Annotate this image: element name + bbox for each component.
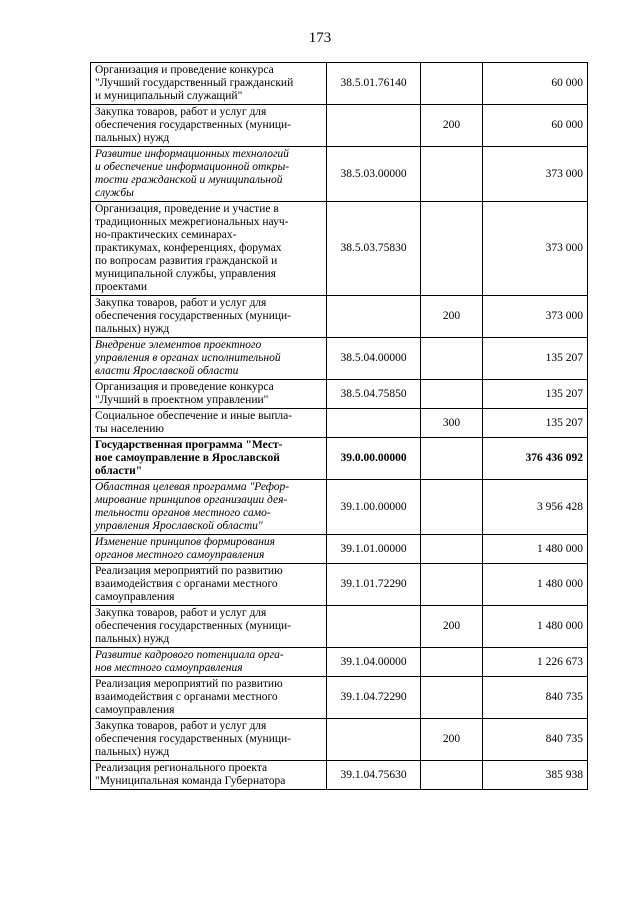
row-amount: 60 000	[483, 105, 588, 147]
row-name-cell	[91, 380, 327, 409]
table-row	[91, 564, 588, 606]
row-code	[327, 409, 421, 438]
table-row	[91, 409, 588, 438]
row-name-cell	[91, 438, 327, 480]
row-expense-type	[421, 380, 483, 409]
row-code: 39.1.04.75630	[327, 761, 421, 790]
row-expense-type	[421, 63, 483, 105]
row-name-cell	[91, 480, 327, 535]
row-code	[327, 719, 421, 761]
table-row	[91, 648, 588, 677]
row-name: Государственная программа "Мест- ное самоуправление в Ярославской области"	[95, 439, 283, 477]
row-name-cell	[91, 606, 327, 648]
row-name: Закупка товаров, работ и услуг для обеспечения государственных (муници- пальных) нужд	[95, 720, 291, 758]
row-name: Закупка товаров, работ и услуг для обеспечения государственных (муници- пальных) нужд	[95, 607, 291, 645]
row-code: 39.1.04.72290	[327, 677, 421, 719]
row-amount: 373 000	[483, 296, 588, 338]
row-expense-type	[421, 338, 483, 380]
row-amount: 1 480 000	[483, 535, 588, 564]
table-row	[91, 677, 588, 719]
row-name: Развитие информационных технологий и обеспечение информационной откры- тости гражданской и муниципальной службы	[95, 148, 290, 199]
row-amount: 1 480 000	[483, 564, 588, 606]
row-name-cell	[91, 648, 327, 677]
row-amount: 3 956 428	[483, 480, 588, 535]
row-code	[327, 296, 421, 338]
row-expense-type	[421, 202, 483, 296]
row-name-cell	[91, 761, 327, 790]
table-row	[91, 202, 588, 296]
row-expense-type: 300	[421, 409, 483, 438]
row-code: 39.1.00.00000	[327, 480, 421, 535]
row-amount: 135 207	[483, 380, 588, 409]
row-name-cell	[91, 296, 327, 338]
row-amount: 373 000	[483, 147, 588, 202]
row-code: 38.5.03.75830	[327, 202, 421, 296]
table-row	[91, 147, 588, 202]
table-row	[91, 296, 588, 338]
row-amount: 840 735	[483, 719, 588, 761]
row-name: Закупка товаров, работ и услуг для обеспечения государственных (муници- пальных) нужд	[95, 106, 291, 144]
row-code	[327, 105, 421, 147]
table-row	[91, 761, 588, 790]
table-row	[91, 480, 588, 535]
row-name-cell	[91, 409, 327, 438]
row-name: Социальное обеспечение и иные выпла- ты населению	[95, 410, 293, 435]
row-code: 38.5.01.76140	[327, 63, 421, 105]
table-row	[91, 606, 588, 648]
row-expense-type: 200	[421, 606, 483, 648]
row-expense-type: 200	[421, 719, 483, 761]
row-code: 38.5.04.75850	[327, 380, 421, 409]
row-expense-type	[421, 564, 483, 606]
row-amount: 1 480 000	[483, 606, 588, 648]
row-code: 38.5.04.00000	[327, 338, 421, 380]
row-expense-type: 200	[421, 105, 483, 147]
table-row	[91, 380, 588, 409]
row-amount: 135 207	[483, 338, 588, 380]
row-amount: 840 735	[483, 677, 588, 719]
table-row	[91, 719, 588, 761]
row-name-cell	[91, 147, 327, 202]
row-name-cell	[91, 63, 327, 105]
row-name-cell	[91, 719, 327, 761]
row-name: Внедрение элементов проектного управления в органах исполнительной власти Ярославской области	[95, 339, 281, 377]
row-expense-type	[421, 147, 483, 202]
row-name: Областная целевая программа "Рефор- мирование принципов организации дея- тельности органов местного само- управления Ярославской области"	[95, 481, 290, 532]
row-amount: 376 436 092	[483, 438, 588, 480]
row-amount: 60 000	[483, 63, 588, 105]
row-name-cell	[91, 105, 327, 147]
row-name: Реализация мероприятий по развитию взаимодействия с органами местного самоуправления	[95, 678, 283, 716]
page-number: 173	[308, 30, 332, 46]
row-name: Организация и проведение конкурса "Лучший государственный гражданский и муниципальный служащий"	[95, 64, 294, 102]
row-expense-type	[421, 480, 483, 535]
row-amount: 135 207	[483, 409, 588, 438]
row-name: Закупка товаров, работ и услуг для обеспечения государственных (муници- пальных) нужд	[95, 297, 291, 335]
row-name: Организация и проведение конкурса "Лучший в проектном управлении"	[95, 381, 274, 406]
row-name: Реализация регионального проекта "Муниципальная команда Губернатора	[95, 762, 286, 787]
row-name-cell	[91, 535, 327, 564]
row-name: Организация, проведение и участие в традиционных межрегиональных науч- но-практических семинарах- практикумах, конференциях, форумах по вопросам развития гражданской и муниципальной службы, управления проектами	[95, 203, 289, 293]
row-name-cell	[91, 677, 327, 719]
row-code: 38.5.03.00000	[327, 147, 421, 202]
table-row	[91, 105, 588, 147]
row-name-cell	[91, 202, 327, 296]
row-name-cell	[91, 338, 327, 380]
table-row	[91, 63, 588, 105]
budget-table	[90, 62, 588, 790]
row-code: 39.0.00.00000	[327, 438, 421, 480]
row-expense-type	[421, 648, 483, 677]
row-code: 39.1.04.00000	[327, 648, 421, 677]
row-name: Реализация мероприятий по развитию взаимодействия с органами местного самоуправления	[95, 565, 283, 603]
row-name-cell	[91, 564, 327, 606]
row-code	[327, 606, 421, 648]
row-expense-type	[421, 761, 483, 790]
row-code: 39.1.01.72290	[327, 564, 421, 606]
table-row	[91, 438, 588, 480]
row-expense-type	[421, 535, 483, 564]
table-row	[91, 535, 588, 564]
row-expense-type	[421, 438, 483, 480]
row-amount: 1 226 673	[483, 648, 588, 677]
row-amount: 373 000	[483, 202, 588, 296]
table-row	[91, 338, 588, 380]
row-expense-type: 200	[421, 296, 483, 338]
row-code: 39.1.01.00000	[327, 535, 421, 564]
row-expense-type	[421, 677, 483, 719]
row-name: Развитие кадрового потенциала орга- нов местного самоуправления	[95, 649, 284, 674]
row-amount: 385 938	[483, 761, 588, 790]
row-name: Изменение принципов формирования органов местного самоуправления	[95, 536, 276, 561]
budget-table-body	[91, 63, 588, 790]
